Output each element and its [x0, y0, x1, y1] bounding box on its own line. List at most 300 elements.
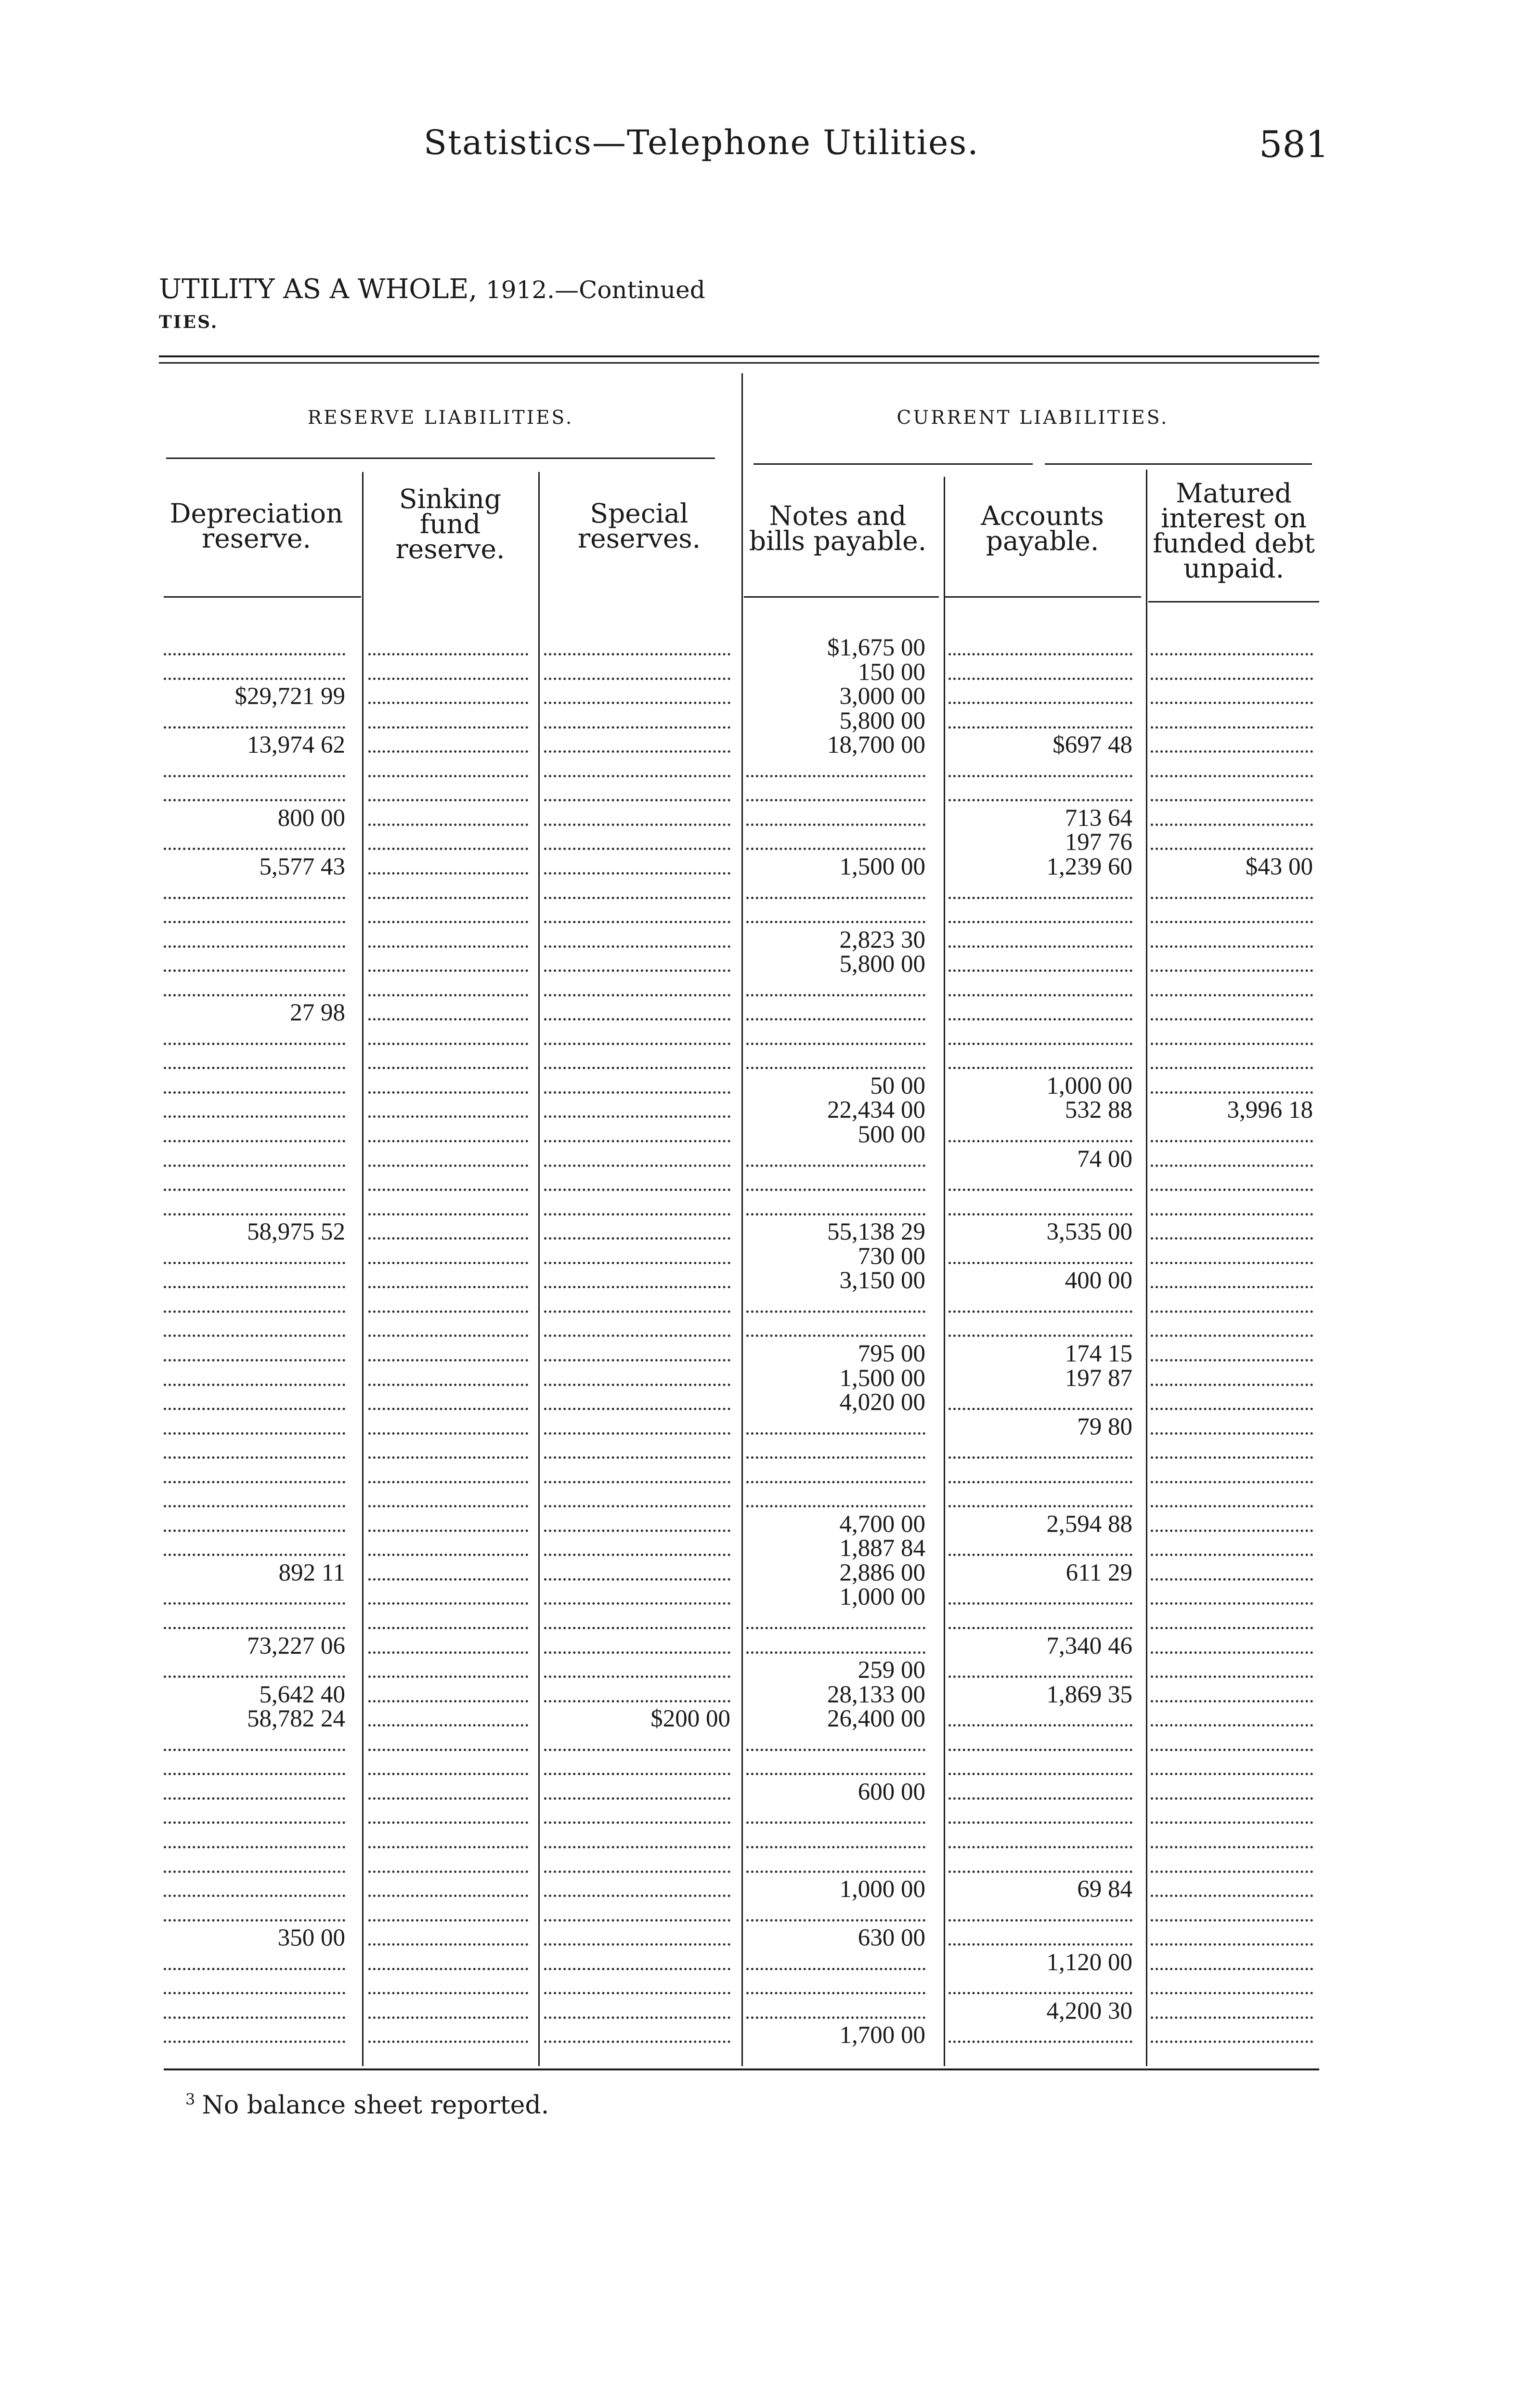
dot-leader: [368, 897, 528, 899]
dot-leader: [948, 1456, 1132, 1459]
dot-leader: [368, 1627, 528, 1629]
dot-leader: [164, 1091, 345, 1094]
cell-accounts: 197 76: [1065, 829, 1132, 856]
dot-leader: [1151, 702, 1313, 704]
dot-leader: [544, 1821, 730, 1824]
dot-leader: [368, 1384, 528, 1386]
cell-depreciation: 13,974 62: [247, 732, 345, 759]
dot-leader: [368, 1481, 528, 1483]
dot-leader: [164, 1140, 345, 1142]
dot-leader: [544, 1043, 730, 1045]
dot-leader: [948, 1043, 1132, 1045]
top-rule-2: [159, 362, 1319, 364]
dot-leader: [746, 848, 925, 850]
dot-leader: [746, 1432, 925, 1435]
column-header-line: payable.: [986, 525, 1099, 556]
dot-leader: [1151, 848, 1313, 850]
column-rule-5: [1146, 470, 1147, 2066]
dot-leader: [1151, 824, 1313, 826]
dot-leader: [948, 726, 1132, 729]
dot-leader: [368, 702, 528, 704]
dot-leader: [368, 994, 528, 996]
current-underline-b: [1045, 463, 1312, 465]
dot-leader: [164, 1213, 345, 1216]
cell-notes: 3,150 00: [839, 1267, 925, 1295]
dot-leader: [948, 1262, 1132, 1264]
dot-leader: [1151, 1505, 1313, 1507]
dot-leader: [1151, 1675, 1313, 1678]
dot-leader: [544, 1481, 730, 1483]
dot-leader: [948, 775, 1132, 777]
dot-leader: [164, 1675, 345, 1678]
dot-leader: [368, 1091, 528, 1094]
header-bottom-rule-2: [744, 596, 939, 598]
dot-leader: [948, 1724, 1132, 1727]
dot-leader: [368, 848, 528, 850]
dot-leader: [544, 897, 730, 899]
dot-leader: [1151, 2041, 1313, 2043]
cell-notes: 1,500 00: [839, 853, 925, 880]
dot-leader: [746, 1481, 925, 1483]
dot-leader: [544, 678, 730, 680]
cell-depreciation: 892 11: [278, 1559, 345, 1586]
dot-leader: [948, 1846, 1132, 1848]
dot-leader: [544, 1359, 730, 1361]
column-header-line: Depreciation: [169, 498, 343, 529]
dot-leader: [1151, 775, 1313, 777]
cell-matured: 3,996 18: [1227, 1097, 1313, 1124]
column-header-line: bills payable.: [749, 525, 927, 556]
running-head: Statistics—Telephone Utilities.: [424, 123, 979, 162]
dot-leader: [164, 1871, 345, 1873]
dot-leader: [746, 1189, 925, 1191]
dot-leader: [164, 2041, 345, 2043]
dot-leader: [368, 1919, 528, 1922]
dot-leader: [544, 2016, 730, 2019]
dot-leader: [746, 1773, 925, 1775]
cell-notes: 55,138 29: [827, 1218, 925, 1246]
dot-leader: [948, 1408, 1132, 1410]
cell-depreciation: $29,721 99: [234, 683, 345, 710]
dot-leader: [948, 1943, 1132, 1946]
cell-notes: 795 00: [857, 1340, 925, 1367]
dot-leader: [544, 1286, 730, 1288]
current-underline-a: [754, 463, 1033, 465]
dot-leader: [1151, 921, 1313, 923]
dot-leader: [164, 653, 345, 655]
dot-leader: [746, 1043, 925, 1045]
dot-leader: [164, 1115, 345, 1118]
dot-leader: [1151, 1043, 1313, 1045]
cell-notes: 500 00: [857, 1121, 925, 1148]
dot-leader: [1151, 1359, 1313, 1361]
cell-notes: 4,700 00: [839, 1510, 925, 1538]
dot-leader: [544, 1237, 730, 1240]
cell-accounts: 1,000 00: [1046, 1072, 1132, 1099]
dot-leader: [164, 1968, 345, 1970]
dot-leader: [1151, 653, 1313, 655]
column-header-line: interest on: [1161, 503, 1307, 534]
cell-accounts: 69 84: [1077, 1876, 1132, 1903]
dot-leader: [1151, 1237, 1313, 1240]
dot-leader: [368, 824, 528, 826]
dot-leader: [544, 750, 730, 753]
cell-depreciation: 350 00: [277, 1924, 345, 1952]
dot-leader: [544, 1773, 730, 1775]
dot-leader: [544, 1262, 730, 1264]
dot-leader: [368, 1043, 528, 1045]
dot-leader: [746, 799, 925, 801]
dot-leader: [948, 702, 1132, 704]
dot-leader: [544, 1651, 730, 1654]
column-header-line: Sinking: [399, 484, 502, 514]
dot-leader: [164, 1481, 345, 1483]
dot-leader: [164, 1189, 345, 1191]
dot-leader: [948, 653, 1132, 655]
dot-leader: [164, 1895, 345, 1897]
column-header-line: funded debt: [1153, 528, 1315, 559]
dot-leader: [1151, 969, 1313, 972]
dot-leader: [164, 1992, 345, 1994]
column-header-matured: [1151, 478, 1317, 584]
dot-leader: [948, 1310, 1132, 1313]
dot-leader: [368, 921, 528, 923]
dot-leader: [368, 1871, 528, 1873]
dot-leader: [368, 1651, 528, 1654]
dot-leader: [1151, 1262, 1313, 1264]
dot-leader: [948, 1675, 1132, 1678]
caption-year: 1912.—Continued: [485, 276, 705, 304]
dot-leader: [544, 1675, 730, 1678]
dot-leader: [1151, 1456, 1313, 1459]
dot-leader: [948, 799, 1132, 801]
column-rule-1: [362, 472, 364, 2066]
column-header-line: reserve.: [395, 534, 505, 564]
dot-leader: [948, 1602, 1132, 1605]
cell-notes: 28,133 00: [827, 1681, 925, 1708]
dot-leader: [544, 702, 730, 704]
dot-leader: [368, 1456, 528, 1459]
dot-leader: [368, 1237, 528, 1240]
dot-leader: [1151, 1384, 1313, 1386]
dot-leader: [948, 1871, 1132, 1873]
dot-leader: [368, 1675, 528, 1678]
dot-leader: [544, 921, 730, 923]
header-bottom-rule-4: [1148, 601, 1319, 602]
dot-leader: [948, 1627, 1132, 1629]
dot-leader: [368, 653, 528, 655]
dot-leader: [948, 1554, 1132, 1556]
dot-leader: [164, 1067, 345, 1069]
cell-special: $200 00: [650, 1705, 730, 1733]
dot-leader: [1151, 1408, 1313, 1410]
dot-leader: [164, 1286, 345, 1288]
dot-leader: [164, 678, 345, 680]
dot-leader: [746, 1651, 925, 1654]
dot-leader: [948, 1505, 1132, 1507]
table-caption: [159, 274, 705, 305]
dot-leader: [368, 2041, 528, 2043]
dot-leader: [368, 1189, 528, 1191]
dot-leader: [746, 1335, 925, 1337]
dot-leader: [1151, 1189, 1313, 1191]
column-header-line: Matured: [1176, 478, 1292, 509]
dot-leader: [368, 1602, 528, 1605]
dot-leader: [544, 1189, 730, 1191]
dot-leader: [368, 1165, 528, 1167]
dot-leader: [1151, 994, 1313, 996]
column-header-line: reserve.: [201, 523, 311, 554]
dot-leader: [544, 1067, 730, 1069]
cell-accounts: 1,869 35: [1046, 1681, 1132, 1708]
column-header-sinking: [368, 486, 532, 562]
dot-leader: [368, 1554, 528, 1556]
dot-leader: [544, 653, 730, 655]
dot-leader: [1151, 2016, 1313, 2019]
dot-leader: [1151, 750, 1313, 753]
dot-leader: [164, 799, 345, 801]
dot-leader: [1151, 897, 1313, 899]
dot-leader: [164, 1310, 345, 1313]
dot-leader: [948, 969, 1132, 972]
footnote-marker: 3: [185, 2090, 195, 2108]
dot-leader: [164, 2016, 345, 2019]
column-header-line: fund: [419, 509, 481, 539]
dot-leader: [164, 1384, 345, 1386]
dot-leader: [164, 945, 345, 948]
dot-leader: [164, 1919, 345, 1922]
dot-leader: [164, 775, 345, 777]
dot-leader: [544, 1140, 730, 1142]
column-header-line: Special: [590, 498, 689, 529]
dot-leader: [368, 1992, 528, 1994]
dot-leader: [746, 1018, 925, 1021]
dot-leader: [746, 1749, 925, 1751]
page-number: 581: [1259, 123, 1329, 166]
cell-accounts: 713 64: [1065, 804, 1132, 832]
dot-leader: [1151, 1530, 1313, 1532]
cell-accounts: $697 48: [1052, 732, 1132, 759]
cell-accounts: 74 00: [1077, 1145, 1132, 1173]
dot-leader: [1151, 1871, 1313, 1873]
dot-leader: [1151, 1554, 1313, 1556]
column-header-line: Accounts: [981, 500, 1104, 531]
dot-leader: [1151, 1773, 1313, 1775]
column-header-depreciation: [164, 498, 349, 554]
dot-leader: [368, 1895, 528, 1897]
footnote: [185, 2090, 549, 2120]
dot-leader: [1151, 1286, 1313, 1288]
dot-leader: [164, 1602, 345, 1605]
dot-leader: [368, 1821, 528, 1824]
dot-leader: [164, 1530, 345, 1532]
dot-leader: [368, 1943, 528, 1946]
dot-leader: [368, 1335, 528, 1337]
cell-notes: 18,700 00: [827, 732, 925, 759]
dot-leader: [164, 994, 345, 996]
dot-leader: [368, 1773, 528, 1775]
group-header-reserve: RESERVE LIABILITIES.: [307, 407, 574, 429]
dot-leader: [1151, 1018, 1313, 1021]
dot-leader: [544, 945, 730, 948]
dot-leader: [948, 1749, 1132, 1751]
dot-leader: [746, 1067, 925, 1069]
dot-leader: [544, 1091, 730, 1094]
top-rule: [159, 355, 1319, 357]
dot-leader: [544, 1968, 730, 1970]
dot-leader: [1151, 1213, 1313, 1216]
dot-leader: [746, 1919, 925, 1922]
dot-leader: [1151, 1895, 1313, 1897]
dot-leader: [368, 678, 528, 680]
cell-accounts: 197 87: [1065, 1364, 1132, 1392]
dot-leader: [544, 1992, 730, 1994]
dot-leader: [368, 872, 528, 875]
bottom-rule: [164, 2068, 1319, 2070]
dot-leader: [948, 1018, 1132, 1021]
dot-leader: [1151, 1724, 1313, 1727]
cell-notes: 1,887 84: [839, 1535, 925, 1562]
cell-accounts: 3,535 00: [1046, 1218, 1132, 1246]
dot-leader: [544, 1895, 730, 1897]
dot-leader: [1151, 1749, 1313, 1751]
cell-notes: 50 00: [870, 1072, 925, 1099]
dot-leader: [544, 824, 730, 826]
dot-leader: [544, 1384, 730, 1386]
column-rule-4: [944, 477, 945, 2066]
dot-leader: [1151, 1578, 1313, 1581]
dot-leader: [1151, 1943, 1313, 1946]
cell-notes: 2,823 30: [839, 926, 925, 954]
dot-leader: [544, 2041, 730, 2043]
dot-leader: [948, 1481, 1132, 1483]
dot-leader: [368, 1505, 528, 1507]
dot-leader: [544, 1797, 730, 1800]
dot-leader: [948, 1213, 1132, 1216]
column-rule-3: [741, 373, 743, 2066]
dot-leader: [544, 1554, 730, 1556]
cell-accounts: 1,120 00: [1046, 1949, 1132, 1976]
dot-leader: [368, 1213, 528, 1216]
dot-leader: [544, 1749, 730, 1751]
dot-leader: [544, 775, 730, 777]
dot-leader: [544, 1213, 730, 1216]
dot-leader: [164, 1165, 345, 1167]
dot-leader: [544, 1018, 730, 1021]
dot-leader: [164, 1773, 345, 1775]
dot-leader: [368, 969, 528, 972]
dot-leader: [948, 1140, 1132, 1142]
cell-accounts: 174 15: [1065, 1340, 1132, 1367]
dot-leader: [1151, 945, 1313, 948]
dot-leader: [368, 1115, 528, 1118]
dot-leader: [746, 1846, 925, 1848]
dot-leader: [544, 799, 730, 801]
cell-notes: 1,700 00: [839, 2022, 925, 2049]
dot-leader: [948, 994, 1132, 996]
dot-leader: [1151, 1067, 1313, 1069]
dot-leader: [368, 1286, 528, 1288]
dot-leader: [1151, 1602, 1313, 1605]
dot-leader: [746, 1627, 925, 1629]
dot-leader: [368, 1700, 528, 1702]
dot-leader: [544, 1505, 730, 1507]
dot-leader: [544, 1943, 730, 1946]
dot-leader: [746, 897, 925, 899]
column-header-notes: [746, 500, 929, 556]
dot-leader: [1151, 1700, 1313, 1702]
dot-leader: [1151, 1968, 1313, 1970]
dot-leader: [164, 1359, 345, 1361]
column-header-line: Notes and: [769, 500, 907, 531]
cell-notes: 1,000 00: [839, 1876, 925, 1903]
cell-accounts: 4,200 30: [1046, 1997, 1132, 2025]
dot-leader: [746, 994, 925, 996]
dot-leader: [544, 1432, 730, 1435]
column-rule-2: [538, 472, 540, 2066]
dot-leader: [544, 1310, 730, 1313]
dot-leader: [368, 1359, 528, 1361]
column-header-accounts: [948, 500, 1136, 556]
dot-leader: [544, 1115, 730, 1118]
cell-notes: 1,000 00: [839, 1584, 925, 1611]
dot-leader: [544, 994, 730, 996]
dot-leader: [164, 726, 345, 729]
dot-leader: [1151, 1651, 1313, 1654]
dot-leader: [948, 1773, 1132, 1775]
cell-accounts: 2,594 88: [1046, 1510, 1132, 1538]
dot-leader: [746, 1505, 925, 1507]
dot-leader: [368, 1724, 528, 1727]
dot-leader: [368, 775, 528, 777]
header-bottom-rule-3: [944, 596, 1141, 598]
cell-depreciation: 58,975 52: [247, 1218, 345, 1246]
dot-leader: [544, 1602, 730, 1605]
dot-leader: [1151, 799, 1313, 801]
dot-leader: [746, 1456, 925, 1459]
dot-leader: [368, 799, 528, 801]
cell-accounts: 7,340 46: [1046, 1632, 1132, 1660]
dot-leader: [164, 969, 345, 972]
dot-leader: [164, 1505, 345, 1507]
dot-leader: [746, 1968, 925, 1970]
dot-leader: [948, 1992, 1132, 1994]
dot-leader: [948, 1067, 1132, 1069]
dot-leader: [1151, 1797, 1313, 1800]
cell-accounts: 79 80: [1077, 1413, 1132, 1440]
dot-leader: [368, 1408, 528, 1410]
group-header-current: CURRENT LIABILITIES.: [896, 407, 1169, 429]
dot-leader: [746, 1165, 925, 1167]
dot-leader: [948, 2041, 1132, 2043]
cell-depreciation: 5,577 43: [259, 853, 345, 880]
dot-leader: [368, 2016, 528, 2019]
column-header-line: unpaid.: [1183, 553, 1285, 584]
dot-leader: [544, 1578, 730, 1581]
dot-leader: [746, 1992, 925, 1994]
dot-leader: [368, 1310, 528, 1313]
cell-notes: 5,800 00: [839, 951, 925, 978]
column-header-special: [544, 498, 734, 554]
dot-leader: [164, 1749, 345, 1751]
dot-leader: [1151, 1821, 1313, 1824]
dot-leader: [1151, 1992, 1313, 1994]
dot-leader: [544, 1846, 730, 1848]
dot-leader: [544, 1335, 730, 1337]
dot-leader: [1151, 678, 1313, 680]
dot-leader: [164, 1456, 345, 1459]
dot-leader: [746, 921, 925, 923]
